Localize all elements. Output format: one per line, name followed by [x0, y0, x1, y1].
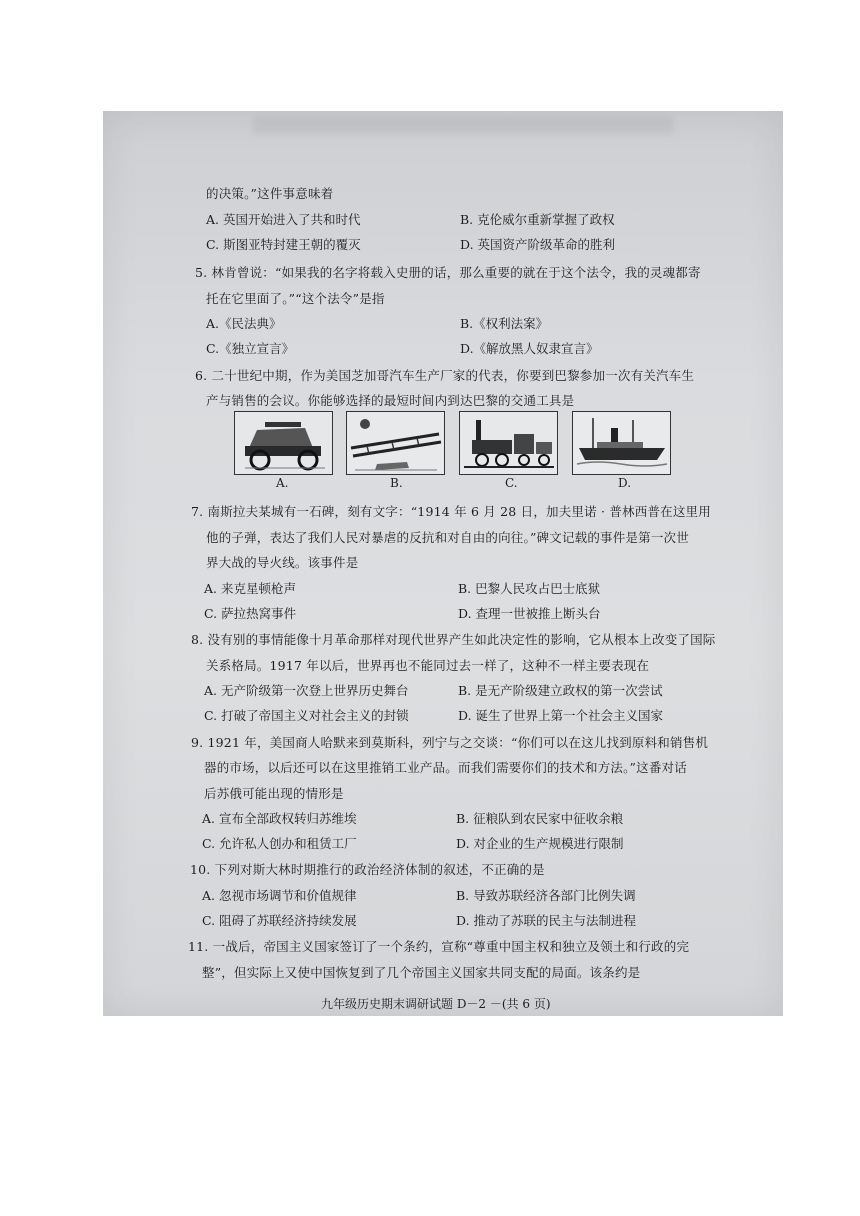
q5-line2: 托在它里面了。”“这个法令”是指 — [206, 291, 385, 306]
q9-line2: 器的市场，以后还可以在这里推销工业产品。而我们需要你们的技术和方法。”这番对话 — [204, 760, 687, 775]
car-icon — [234, 411, 333, 475]
locomotive-icon — [459, 411, 558, 475]
q4-option-d: D. 英国资产阶级革命的胜利 — [460, 237, 616, 252]
q7-line1: 7. 南斯拉夫某城有一石碑，刻有文字：“1914 年 6 月 28 日，加夫里诺 · 普林西普在这里用 — [191, 504, 711, 519]
q5-option-c: C.《独立宣言》 — [206, 341, 295, 356]
q10-option-b: B. 导致苏联经济各部门比例失调 — [456, 888, 636, 903]
page-footer: 九年级历史期末调研试题 D－2 －(共 6 页) — [321, 997, 551, 1011]
q6-line2: 产与销售的会议。你能够选择的最短时间内到达巴黎的交通工具是 — [206, 393, 575, 408]
q9-option-b: B. 征粮队到农民家中征收余粮 — [456, 811, 624, 826]
q9-option-d: D. 对企业的生产规模进行限制 — [456, 836, 624, 851]
q8-line2: 关系格局。1917 年以后，世界再也不能同过去一样了，这种不一样主要表现在 — [206, 658, 650, 673]
q8-line1: 8. 没有别的事情能像十月革命那样对现代世界产生如此决定性的影响，它从根本上改变了国际 — [191, 632, 716, 647]
q10-option-c: C. 阻碍了苏联经济持续发展 — [202, 913, 357, 928]
q4-option-a: A. 英国开始进入了共和时代 — [206, 212, 361, 227]
q5-option-d: D.《解放黑人奴隶宣言》 — [460, 341, 599, 356]
q6-label-d: D. — [618, 476, 632, 490]
q10-option-a: A. 忽视市场调节和价值规律 — [202, 888, 357, 903]
q4-tail: 的决策。”这件事意味着 — [206, 186, 334, 201]
q8-option-a: A. 无产阶级第一次登上世界历史舞台 — [204, 683, 409, 698]
q9-line3: 后苏俄可能出现的情形是 — [204, 786, 344, 801]
q10-option-d: D. 推动了苏联的民主与法制进程 — [456, 913, 637, 928]
q9-option-a: A. 宣布全部政权转归苏维埃 — [202, 811, 357, 826]
q11-line2: 整”，但实际上又使中国恢复到了几个帝国主义国家共同支配的局面。该条约是 — [202, 965, 641, 980]
exam-page — [103, 111, 783, 1016]
bleed-through-shadow — [253, 116, 673, 134]
q5-line1: 5. 林肯曾说：“如果我的名字将载入史册的话，那么重要的就在于这个法令，我的灵魂都寄 — [195, 265, 701, 280]
q4-option-c: C. 斯图亚特封建王朝的覆灭 — [206, 237, 361, 252]
q5-option-a: A.《民法典》 — [206, 316, 282, 331]
q7-line2: 他的子弹，表达了我们人民对暴虐的反抗和对自由的向往。”碑文记载的事件是第一次世 — [206, 530, 689, 545]
q6-label-a: A. — [276, 476, 289, 490]
airplane-icon — [346, 411, 445, 475]
q8-option-d: D. 诞生了世界上第一个社会主义国家 — [458, 708, 664, 723]
q11-line1: 11. 一战后，帝国主义国家签订了一个条约，宣称“尊重中国主权和独立及领土和行政的完 — [188, 939, 690, 954]
q8-option-b: B. 是无产阶级建立政权的第一次尝试 — [458, 683, 663, 698]
q7-option-c: C. 萨拉热窝事件 — [204, 606, 297, 621]
q6-label-c: C. — [505, 476, 518, 490]
q7-option-a: A. 来克星顿枪声 — [204, 581, 296, 596]
q9-option-c: C. 允许私人创办和租赁工厂 — [202, 836, 357, 851]
q5-option-b: B.《权利法案》 — [460, 316, 549, 331]
q7-line3: 界大战的导火线。该事件是 — [206, 555, 359, 570]
q9-line1: 9. 1921 年，美国商人哈默来到莫斯科，列宁与之交谈：“你们可以在这儿找到原料和销售机 — [191, 735, 709, 750]
q7-option-b: B. 巴黎人民攻占巴士底狱 — [458, 581, 601, 596]
q10-line1: 10. 下列对斯大林时期推行的政治经济体制的叙述，不正确的是 — [190, 862, 545, 877]
q6-label-b: B. — [390, 476, 403, 490]
q4-option-b: B. 克伦威尔重新掌握了政权 — [460, 212, 615, 227]
q6-line1: 6. 二十世纪中期，作为美国芝加哥汽车生产厂家的代表，你要到巴黎参加一次有关汽车生 — [195, 368, 695, 383]
q7-option-d: D. 查理一世被推上断头台 — [458, 606, 601, 621]
q8-option-c: C. 打破了帝国主义对社会主义的封锁 — [204, 708, 409, 723]
steamship-icon — [572, 411, 671, 475]
